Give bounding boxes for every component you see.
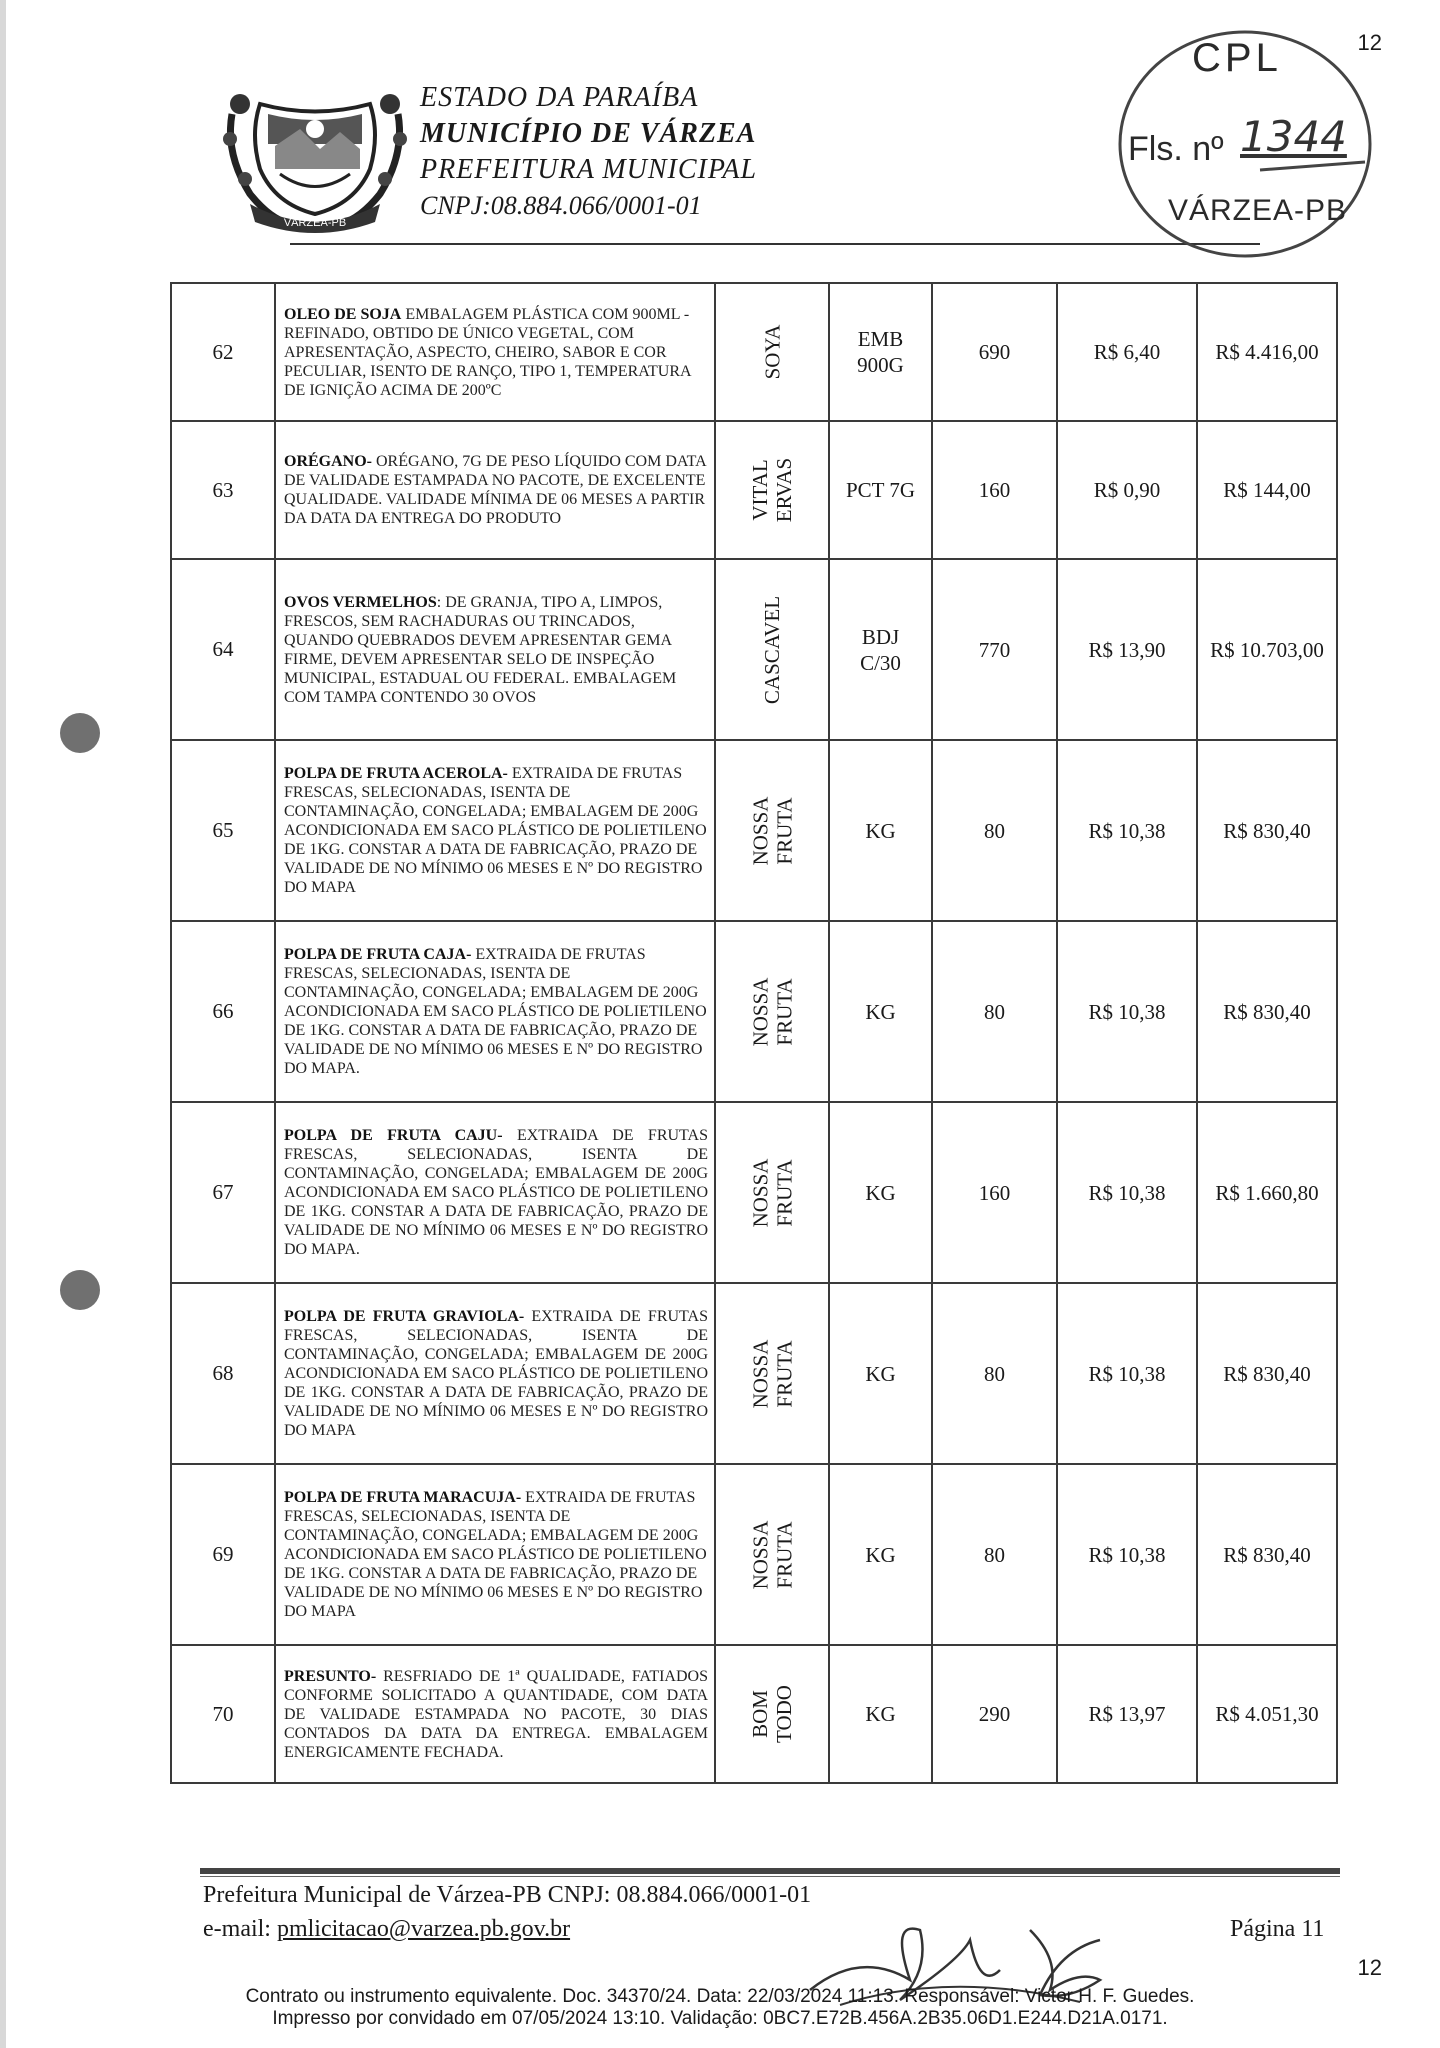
item-unit-price: R$ 10,38 — [1057, 1283, 1197, 1464]
page-number-top: 12 — [1357, 30, 1382, 55]
item-specification: EXTRAIDA DE FRUTAS FRESCAS, SELECIONADAS, ISENTA DE CONTAMINAÇÃO, CONGELADA; EMBALAGEM DE 200G ACONDICIONADA EM SACO PLÁSTICO DE POLIETILENO DE 1KG. CONSTAR A DATA DE FABRICAÇÃO, PRAZO DE VALIDADE DE NO MÍNIMO 06 MESES E Nº DO REGISTRO DO MAPA — [284, 765, 707, 896]
item-brand — [715, 421, 829, 559]
item-brand-line: FRUTA — [771, 1520, 796, 1589]
punch-hole — [60, 1270, 100, 1310]
item-brand-line: NOSSA — [747, 977, 772, 1046]
item-total-price: R$ 10.703,00 — [1197, 559, 1337, 740]
item-description — [275, 1645, 715, 1783]
item-total-price: R$ 1.660,80 — [1197, 1102, 1337, 1283]
item-description — [275, 283, 715, 421]
item-unit — [829, 1464, 932, 1645]
item-unit-line: BDJ — [861, 624, 900, 649]
item-brand-line: NOSSA — [747, 796, 772, 865]
item-unit-line: C/30 — [860, 650, 901, 675]
item-brand-label — [748, 977, 796, 1046]
stamp-fls-label: Fls. nº — [1128, 130, 1224, 168]
item-brand — [715, 1102, 829, 1283]
stamp-cpl: CPL — [1192, 36, 1282, 80]
item-brand-label — [760, 325, 784, 380]
item-unit-price: R$ 0,90 — [1057, 421, 1197, 559]
item-unit — [829, 1645, 932, 1783]
item-unit-price: R$ 10,38 — [1057, 1464, 1197, 1645]
item-title: OLEO DE SOJA — [284, 305, 402, 323]
item-brand — [715, 1645, 829, 1783]
item-brand-line: NOSSA — [747, 1520, 772, 1589]
municipality-name: MUNICÍPIO DE VÁRZEA — [420, 118, 757, 149]
item-unit — [829, 283, 932, 421]
state-name: ESTADO DA PARAÍBA — [420, 82, 699, 113]
item-brand — [715, 1464, 829, 1645]
item-number: 62 — [171, 283, 275, 421]
item-title: PRESUNTO- — [284, 1667, 377, 1685]
item-description — [275, 1102, 715, 1283]
item-description — [275, 421, 715, 559]
item-number: 68 — [171, 1283, 275, 1464]
item-specification: EXTRAIDA DE FRUTAS FRESCAS, SELECIONADAS, ISENTA DE CONTAMINAÇÃO, CONGELADA; EMBALAGEM DE 200G ACONDICIONADA EM SACO PLÁSTICO DE POLIETILENO DE 1KG. CONSTAR A DATA DE FABRICAÇÃO, PRAZO DE VALIDADE DE NO MÍNIMO 06 MESES E Nº DO REGISTRO DO MAPA — [284, 1308, 708, 1439]
table-row — [171, 1102, 1337, 1283]
item-quantity: 80 — [932, 1464, 1057, 1645]
item-title: POLPA DE FRUTA GRAVIOLA- — [284, 1308, 525, 1325]
item-total-price: R$ 830,40 — [1197, 921, 1337, 1102]
footer-address: Prefeitura Municipal de Várzea-PB CNPJ: 08.884.066/0001-01 — [203, 1882, 812, 1908]
footer-page-label: Página 11 — [1230, 1916, 1325, 1942]
item-quantity: 290 — [932, 1645, 1057, 1783]
item-brand-label — [748, 1685, 796, 1743]
letterhead-text — [420, 80, 757, 224]
item-total-price: R$ 830,40 — [1197, 1283, 1337, 1464]
item-unit-line: KG — [865, 1542, 896, 1567]
table-row — [171, 1645, 1337, 1783]
item-quantity: 80 — [932, 740, 1057, 921]
item-unit-line: KG — [865, 999, 896, 1024]
table-row — [171, 559, 1337, 740]
item-unit-price: R$ 10,38 — [1057, 921, 1197, 1102]
item-title: POLPA DE FRUTA CAJA- — [284, 946, 472, 963]
item-unit-price: R$ 10,38 — [1057, 740, 1197, 921]
stamp-city: VÁRZEA-PB — [1168, 194, 1348, 227]
item-unit — [829, 1283, 932, 1464]
header-cnpj: CNPJ:08.884.066/0001-01 — [420, 191, 702, 220]
table-row — [171, 1464, 1337, 1645]
item-brand-line: SOYA — [759, 324, 784, 380]
item-total-price: R$ 830,40 — [1197, 1464, 1337, 1645]
item-quantity: 690 — [932, 283, 1057, 421]
item-specification: ORÉGANO, 7G DE PESO LÍQUIDO COM DATA DE VALIDADE ESTAMPADA NO PACOTE, DE EXCELENTE QUALIDADE. VALIDADE MÍNIMA DE 06 MESES A PARTIR DA DATA DA ENTREGA DO PRODUTO — [284, 453, 706, 527]
crest-label: VÁRZEA-PB — [283, 217, 347, 229]
item-specification: EMBALAGEM PLÁSTICA COM 900ML - REFINADO, OBTIDO DE ÚNICO VEGETAL, COM APRESENTAÇÃO, ASPECTO, CHEIRO, SABOR E COR PECULIAR, ISENTO DE RANÇO, TIPO 1, TEMPERATURA DE IGNIÇÃO ACIMA DE 200ºC — [284, 305, 691, 399]
item-specification: RESFRIADO DE 1ª QUALIDADE, FATIADOS CONFORME SOLICITADO A QUANTIDADE, COM DATA DE VALIDADE ESTAMPADA NO PACOTE, 30 DIAS CONTADOS DA DATA DA ENTREGA. EMBALAGEM ENERGICAMENTE FECHADA. — [284, 1667, 708, 1761]
item-brand-line: BOM — [747, 1690, 772, 1738]
item-brand — [715, 283, 829, 421]
item-total-price: R$ 144,00 — [1197, 421, 1337, 559]
item-unit — [829, 1102, 932, 1283]
item-unit-price: R$ 10,38 — [1057, 1102, 1197, 1283]
item-unit-line: 900G — [857, 353, 904, 377]
item-title: ORÉGANO- — [284, 453, 372, 470]
item-number: 63 — [171, 421, 275, 559]
item-brand-label — [748, 458, 796, 522]
item-unit-price: R$ 13,90 — [1057, 559, 1197, 740]
item-quantity: 80 — [932, 1283, 1057, 1464]
item-title: POLPA DE FRUTA ACEROLA- — [284, 765, 508, 782]
item-title: OVOS VERMELHOS — [284, 593, 437, 611]
table-row — [171, 1283, 1337, 1464]
item-quantity: 770 — [932, 559, 1057, 740]
item-brand-line: FRUTA — [771, 977, 796, 1046]
item-unit-line: KG — [865, 1361, 896, 1386]
office-name: PREFEITURA MUNICIPAL — [420, 154, 758, 185]
items-table — [170, 282, 1338, 1784]
item-unit-line: EMB — [857, 327, 904, 351]
item-brand — [715, 559, 829, 740]
page-number-bottom: 12 — [1357, 1955, 1382, 1980]
item-brand-line: FRUTA — [771, 796, 796, 865]
municipal-crest-icon — [220, 74, 410, 234]
item-unit-line: KG — [865, 1702, 896, 1726]
item-title: POLPA DE FRUTA MARACUJA- — [284, 1489, 522, 1506]
item-unit-line: KG — [865, 818, 896, 843]
table-row — [171, 921, 1337, 1102]
table-row — [171, 740, 1337, 921]
item-description — [275, 921, 715, 1102]
item-brand-line: FRUTA — [771, 1339, 796, 1408]
footer-divider — [200, 1868, 1340, 1874]
item-unit-price: R$ 13,97 — [1057, 1645, 1197, 1783]
item-brand-line: NOSSA — [747, 1339, 772, 1408]
item-total-price: R$ 4.416,00 — [1197, 283, 1337, 421]
item-number: 64 — [171, 559, 275, 740]
item-title: POLPA DE FRUTA CAJU- — [284, 1127, 503, 1144]
cpl-stamp — [1110, 22, 1380, 267]
validation-line-2: Impresso por convidado em 07/05/2024 13:10. Validação: 0BC7.E72B.456A.2B35.06D1.E244.D21A.0171. — [272, 2008, 1168, 2029]
item-brand-label — [748, 1158, 796, 1227]
item-brand-line: CASCAVEL — [759, 595, 784, 704]
item-unit — [829, 921, 932, 1102]
item-description — [275, 1283, 715, 1464]
table-row — [171, 421, 1337, 559]
table-row — [171, 283, 1337, 421]
item-number: 70 — [171, 1645, 275, 1783]
item-specification: : DE GRANJA, TIPO A, LIMPOS, FRESCOS, SEM RACHADURAS OU TRINCADOS, QUANDO QUEBRADOS DEVEM APRESENTAR GEMA FIRME, DEVEM APRESENTAR SELO DE INSPEÇÃO MUNICIPAL, ESTADUAL OU FEDERAL. EMBALAGEM COM TAMPA CONTENDO 30 OVOS — [284, 593, 677, 706]
item-brand-label — [748, 796, 796, 865]
item-unit-price: R$ 6,40 — [1057, 283, 1197, 421]
item-unit-line: KG — [865, 1180, 896, 1205]
item-brand-line: TODO — [771, 1685, 796, 1743]
item-brand — [715, 1283, 829, 1464]
item-unit — [829, 421, 932, 559]
scan-edge — [0, 0, 6, 2048]
item-number: 65 — [171, 740, 275, 921]
punch-hole — [60, 713, 100, 753]
item-quantity: 160 — [932, 421, 1057, 559]
item-quantity: 160 — [932, 1102, 1057, 1283]
item-description — [275, 1464, 715, 1645]
item-brand-label — [748, 1339, 796, 1408]
item-unit — [829, 740, 932, 921]
item-unit-line: PCT 7G — [845, 478, 916, 502]
footer-email-label: e-mail: — [203, 1916, 277, 1942]
item-number: 67 — [171, 1102, 275, 1283]
item-quantity: 80 — [932, 921, 1057, 1102]
item-specification: EXTRAIDA DE FRUTAS FRESCAS, SELECIONADAS, ISENTA DE CONTAMINAÇÃO, CONGELADA; EMBALAGEM DE 200G ACONDICIONADA EM SACO PLÁSTICO DE POLIETILENO DE 1KG. CONSTAR A DATA DE FABRICAÇÃO, PRAZO DE VALIDADE DE NO MÍNIMO 06 MESES E Nº DO REGISTRO DO MAPA. — [284, 946, 707, 1077]
item-brand — [715, 740, 829, 921]
footer-divider-thin — [200, 1876, 1340, 1877]
item-number: 69 — [171, 1464, 275, 1645]
item-brand-line: VITAL — [748, 459, 772, 521]
stamp-handwritten-number: 1344 — [1240, 112, 1347, 161]
item-specification: EXTRAIDA DE FRUTAS FRESCAS, SELECIONADAS, ISENTA DE CONTAMINAÇÃO, CONGELADA; EMBALAGEM DE 200G ACONDICIONADA EM SACO PLÁSTICO DE POLIETILENO DE 1KG. CONSTAR A DATA DE FABRICAÇÃO, PRAZO DE VALIDADE DE NO MÍNIMO 06 MESES E Nº DO REGISTRO DO MAPA. — [284, 1127, 709, 1258]
item-description — [275, 740, 715, 921]
item-brand-line: NOSSA — [747, 1158, 772, 1227]
item-unit — [829, 559, 932, 740]
validation-line-1: Contrato ou instrumento equivalente. Doc. 34370/24. Data: 22/03/2024 11:13. Responsável: Victor H. F. Guedes. — [245, 1986, 1195, 2007]
footer-email-link[interactable]: pmlicitacao@varzea.pb.gov.br — [276, 1916, 571, 1942]
item-brand-label — [748, 1520, 796, 1589]
item-total-price: R$ 830,40 — [1197, 740, 1337, 921]
item-total-price: R$ 4.051,30 — [1197, 1645, 1337, 1783]
item-description — [275, 559, 715, 740]
item-brand-line: ERVAS — [772, 457, 796, 523]
item-specification: EXTRAIDA DE FRUTAS FRESCAS, SELECIONADAS, ISENTA DE CONTAMINAÇÃO, CONGELADA; EMBALAGEM DE 200G ACONDICIONADA EM SACO PLÁSTICO DE POLIETILENO DE 1KG. CONSTAR A DATA DE FABRICAÇÃO, PRAZO DE VALIDADE DE NO MÍNIMO 06 MESES E Nº DO REGISTRO DO MAPA — [284, 1489, 707, 1620]
footer-email-line — [203, 1916, 570, 1943]
item-brand-line: FRUTA — [771, 1158, 796, 1227]
letterhead — [210, 60, 1110, 250]
item-brand-label — [760, 595, 784, 703]
item-brand — [715, 921, 829, 1102]
item-number: 66 — [171, 921, 275, 1102]
